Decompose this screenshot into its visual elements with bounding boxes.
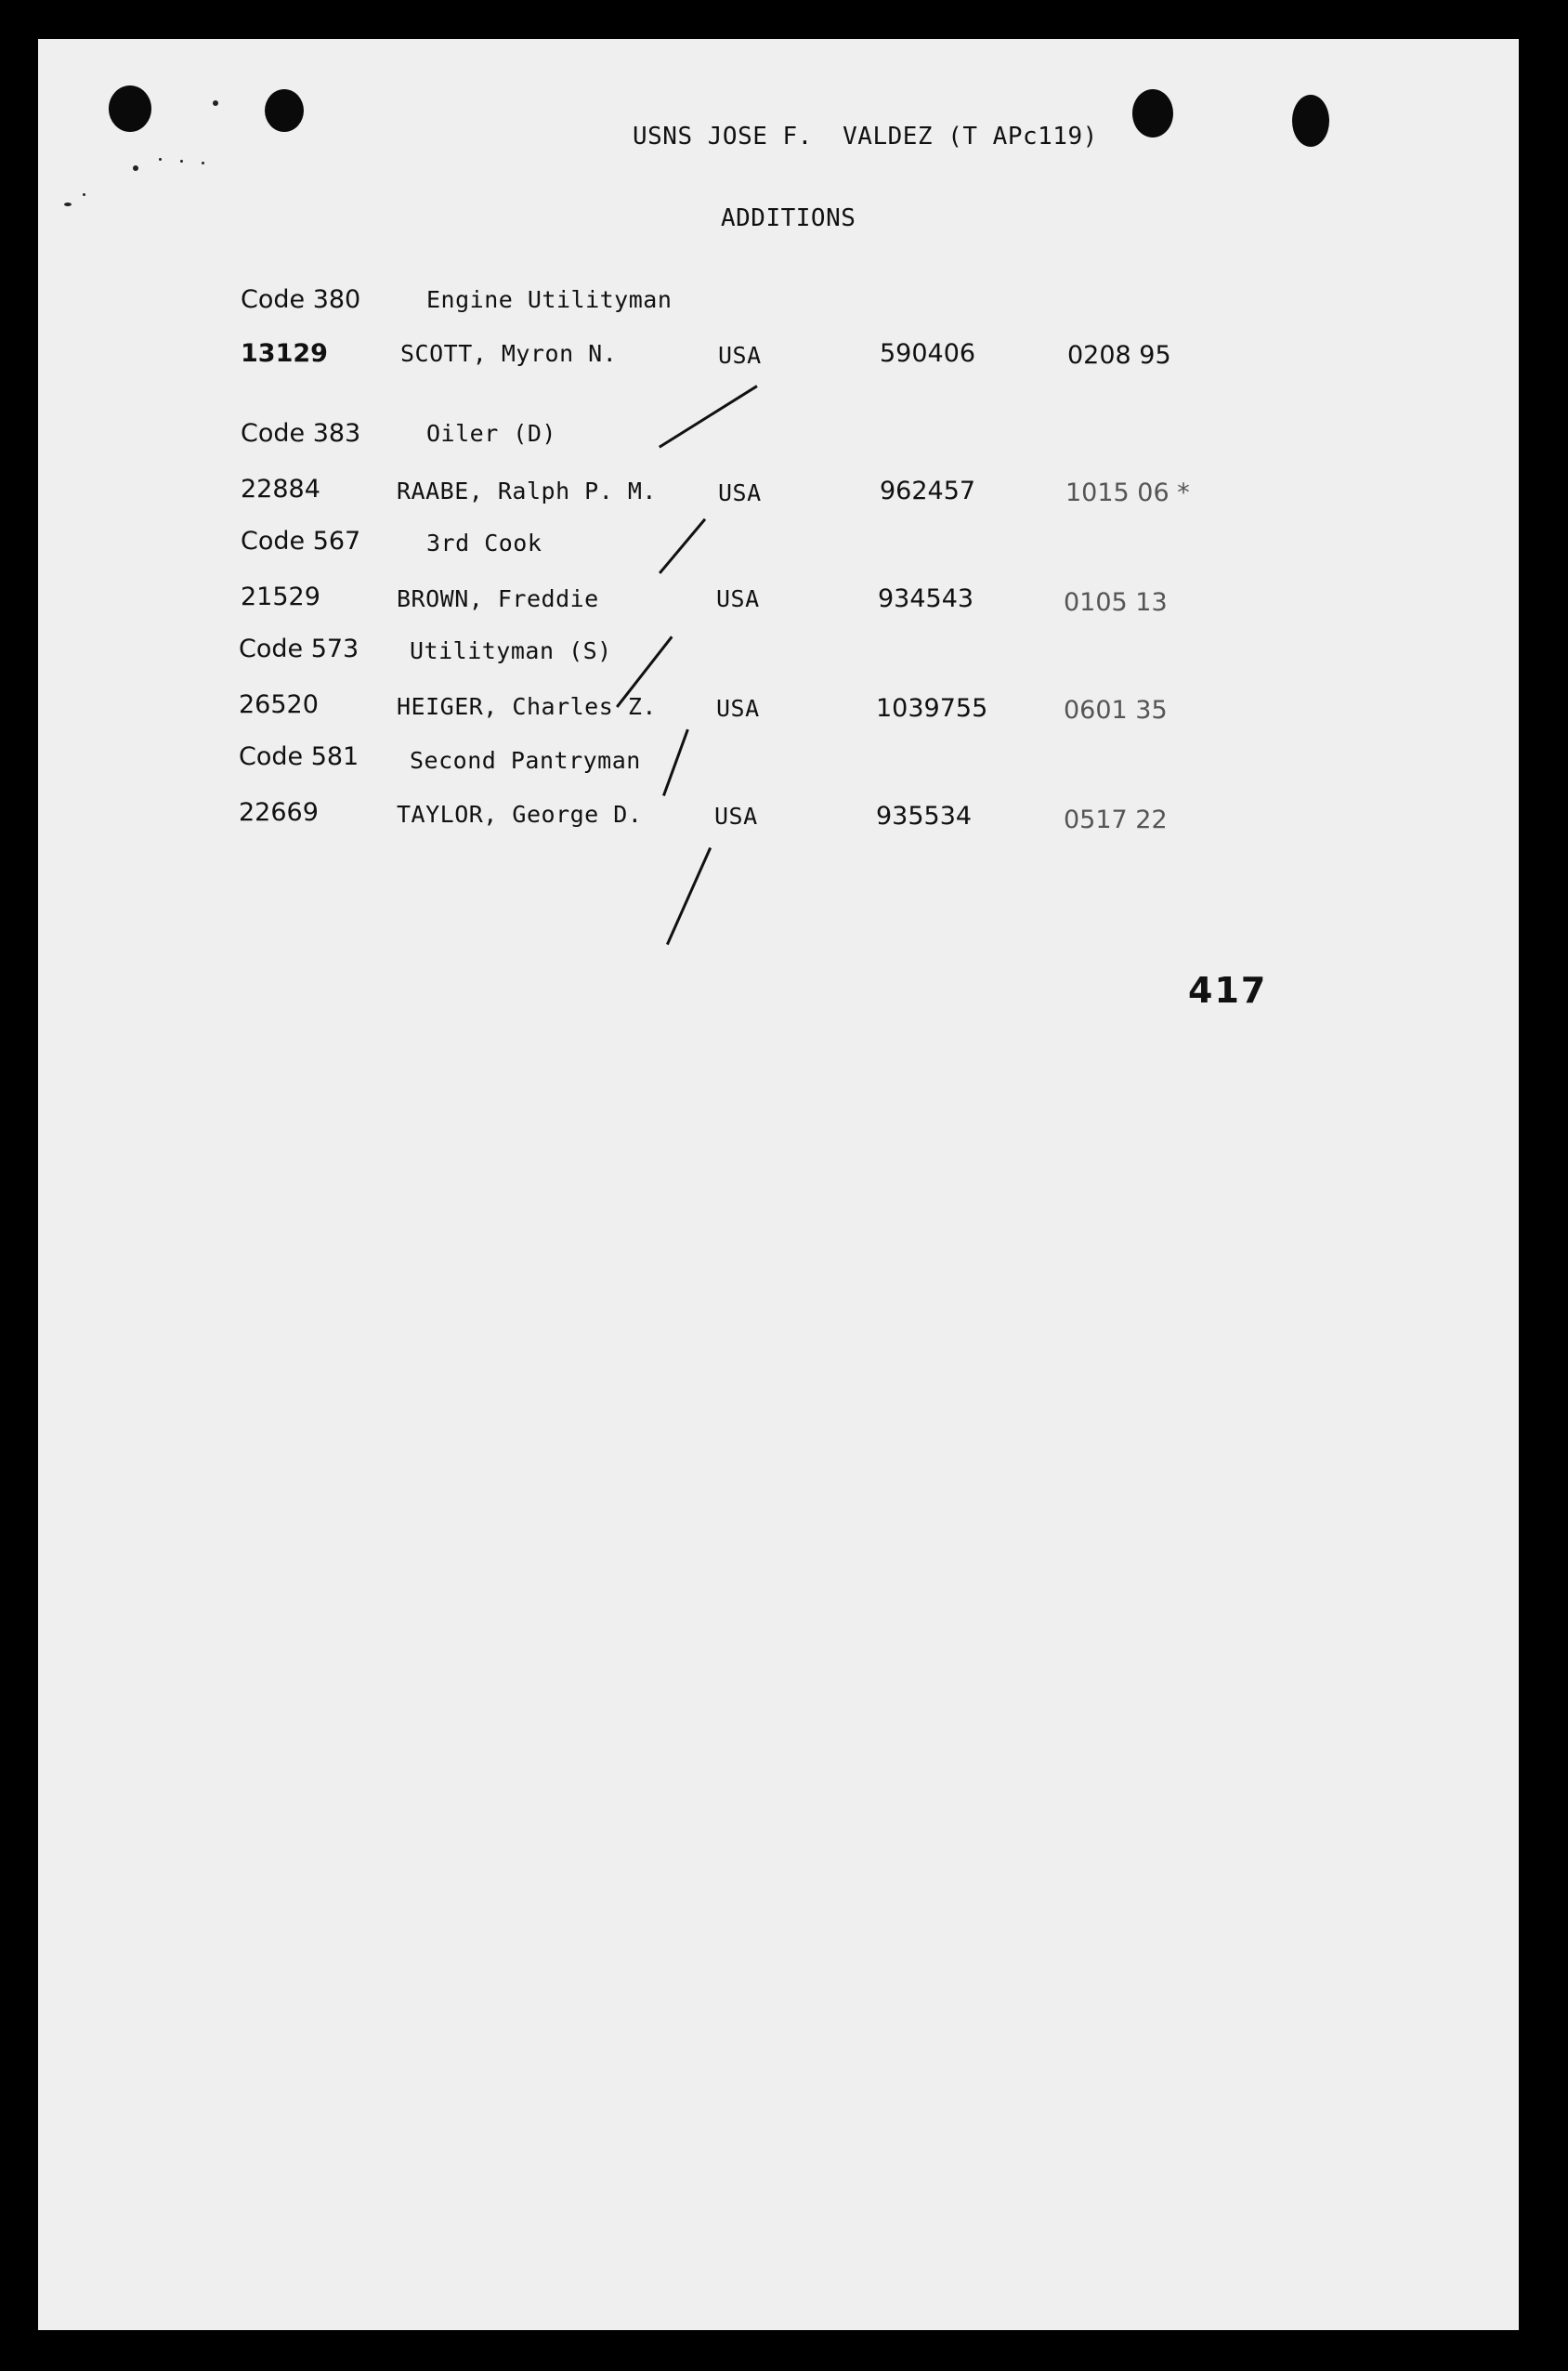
job-title: Second Pantryman	[410, 747, 641, 774]
check-mark	[659, 385, 758, 448]
entry-id: 22669	[239, 798, 319, 827]
entry-id: 13129	[241, 339, 328, 368]
code-label: Code 581	[239, 742, 359, 771]
job-title: 3rd Cook	[426, 530, 542, 557]
entry-date: 0517 22	[1064, 806, 1168, 834]
check-mark	[666, 847, 712, 945]
check-mark	[662, 729, 689, 796]
code-label: Code 567	[241, 527, 361, 556]
ship-title: USNS JOSE F. VALDEZ (T APc119)	[633, 123, 1098, 151]
entry-name: TAYLOR, George D.	[397, 801, 643, 828]
entry-name: HEIGER, Charles Z.	[397, 693, 657, 720]
entry-id: 26520	[239, 690, 319, 719]
document-page	[38, 39, 1519, 2330]
speck	[159, 158, 162, 161]
section-title: ADDITIONS	[721, 204, 856, 232]
speck	[180, 160, 183, 163]
entry-date: 0601 35	[1064, 696, 1168, 725]
entry-citizenship: USA	[716, 585, 760, 612]
entry-number: 590406	[880, 339, 976, 368]
entry-number: 1039755	[876, 694, 988, 723]
punch-hole-left-2	[265, 89, 304, 132]
speck	[83, 193, 85, 196]
entry-id: 22884	[241, 475, 320, 504]
entry-name: SCOTT, Myron N.	[400, 340, 618, 367]
entry-number: 935534	[876, 802, 973, 831]
entry-citizenship: USA	[718, 342, 762, 369]
speck	[202, 162, 204, 164]
check-mark	[659, 518, 706, 574]
speck	[133, 165, 138, 171]
punch-hole-right-1	[1132, 89, 1173, 138]
punch-hole-right-2	[1292, 95, 1329, 147]
code-label: Code 573	[239, 635, 359, 663]
entry-name: RAABE, Ralph P. M.	[397, 478, 657, 504]
speck	[64, 203, 72, 206]
job-title: Oiler (D)	[426, 420, 556, 447]
page-number: 417	[1188, 970, 1268, 1011]
entry-name: BROWN, Freddie	[397, 585, 599, 612]
entry-id: 21529	[241, 583, 320, 611]
entry-citizenship: USA	[716, 695, 760, 722]
punch-hole-left-1	[109, 85, 151, 132]
entry-date: 0208 95	[1067, 341, 1171, 370]
job-title: Engine Utilityman	[426, 286, 673, 313]
entry-citizenship: USA	[714, 803, 758, 830]
code-label: Code 383	[241, 419, 361, 448]
entry-number: 962457	[880, 477, 976, 505]
entry-number: 934543	[878, 584, 974, 613]
speck	[213, 100, 218, 106]
job-title: Utilityman (S)	[410, 637, 612, 664]
entry-citizenship: USA	[718, 479, 762, 506]
entry-date: 1015 06 *	[1065, 478, 1190, 507]
code-label: Code 380	[241, 285, 361, 314]
entry-date: 0105 13	[1064, 588, 1168, 617]
